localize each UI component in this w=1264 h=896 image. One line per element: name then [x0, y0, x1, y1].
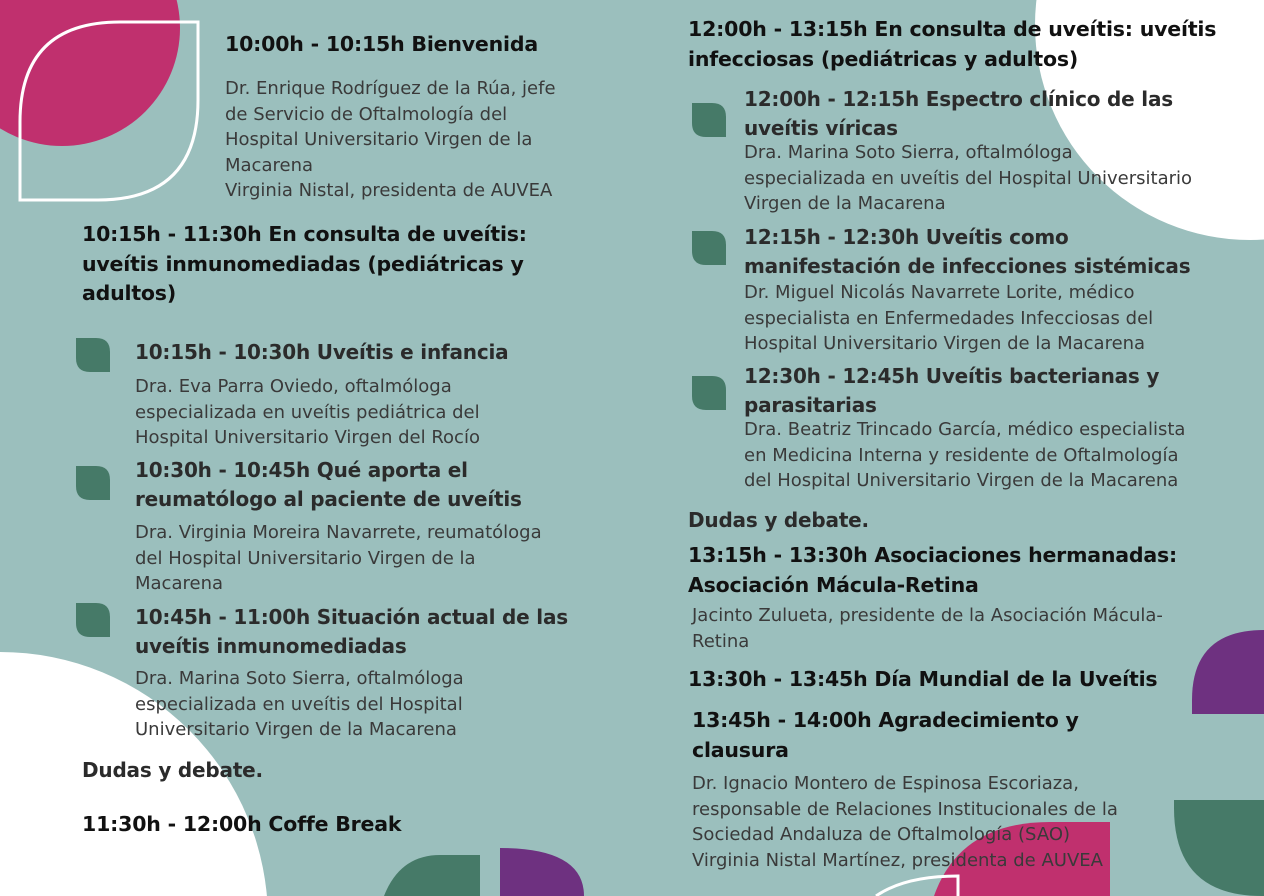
associations-speaker: Jacinto Zulueta, presidente de la Asociación Mácula- Retina	[692, 605, 1163, 652]
section-title-infectious: 12:00h - 13:15h En consulta de uveítis: uveítis infecciosas (pediátricas y adultos)	[688, 17, 1217, 71]
leaf-icon	[76, 603, 110, 637]
welcome-speakers: Dr. Enrique Rodríguez de la Rúa, jefe de Servicio de Oftalmología del Hospital Universitario Virgen de la Macarena Virginia Nistal, presidenta de AUVEA	[225, 78, 556, 202]
world-day-title: 13:30h - 13:45h Día Mundial de la Uveítis	[688, 667, 1158, 691]
closing-speakers: Dr. Ignacio Montero de Espinosa Escoriaza, responsable de Relaciones Institucionales de la Sociedad Andaluza de Oftalmología (SAO) Virginia Nistal Martínez, presidenta de AUVEA	[692, 773, 1118, 871]
talk-speaker: Dra. Virginia Moreira Navarrete, reumatóloga del Hospital Universitario Virgen de la Macarena	[135, 522, 542, 595]
leaf-icon	[76, 338, 110, 372]
associations-title: 13:15h - 13:30h Asociaciones hermanadas: Asociación Mácula-Retina	[688, 543, 1178, 597]
purple-leaf-bottom-center	[500, 848, 584, 896]
closing-title: 13:45h - 14:00h Agradecimiento y clausura	[692, 708, 1079, 762]
welcome-title: 10:00h - 10:15h Bienvenida	[225, 32, 538, 56]
talk-speaker: Dra. Marina Soto Sierra, oftalmóloga especializada en uveítis del Hospital Universitario Virgen de la Macarena	[135, 668, 464, 741]
leaf-icon	[692, 376, 726, 410]
leaf-icon	[692, 103, 726, 137]
talk-title: 12:30h - 12:45h Uveítis bacterianas y parasitarias	[744, 364, 1160, 417]
talk-speaker: Dra. Eva Parra Oviedo, oftalmóloga especializada en uveítis pediátrica del Hospital Universitario Virgen del Rocío	[135, 376, 480, 449]
talk-title: 12:15h - 12:30h Uveítis como manifestación de infecciones sistémicas	[744, 225, 1191, 278]
talk-speaker: Dra. Beatriz Trincado García, médico especialista en Medicina Interna y residente de Oftalmología del Hospital Universitario Virgen de la Macarena	[744, 419, 1186, 492]
leaf-icon	[76, 466, 110, 500]
green-leaf-bottom-right	[1174, 800, 1264, 896]
talk-speaker: Dra. Marina Soto Sierra, oftalmóloga especializada en uveítis del Hospital Universitario Virgen de la Macarena	[744, 142, 1193, 215]
talk-speaker: Dr. Miguel Nicolás Navarrete Lorite, médico especialista en Enfermedades Infecciosas del Hospital Universitario Virgen de la Macarena	[744, 282, 1154, 355]
talk-title: 12:00h - 12:15h Espectro clínico de las uveítis víricas	[744, 87, 1173, 140]
section-title-immune: 10:15h - 11:30h En consulta de uveítis: uveítis inmunomediadas (pediátricas y adultos)	[82, 222, 527, 305]
coffee-break: 11:30h - 12:00h Coffe Break	[82, 812, 402, 836]
debate-label: Dudas y debate.	[688, 508, 869, 532]
talk-title: 10:30h - 10:45h Qué aporta el reumatólogo al paciente de uveítis	[135, 458, 522, 511]
purple-leaf-right	[1192, 630, 1264, 714]
leaf-icon	[692, 231, 726, 265]
talk-title: 10:15h - 10:30h Uveítis e infancia	[135, 340, 509, 364]
green-leaf-bottom-center	[384, 855, 480, 896]
talk-title: 10:45h - 11:00h Situación actual de las uveítis inmunomediadas	[135, 605, 568, 658]
debate-label: Dudas y debate.	[82, 758, 263, 782]
